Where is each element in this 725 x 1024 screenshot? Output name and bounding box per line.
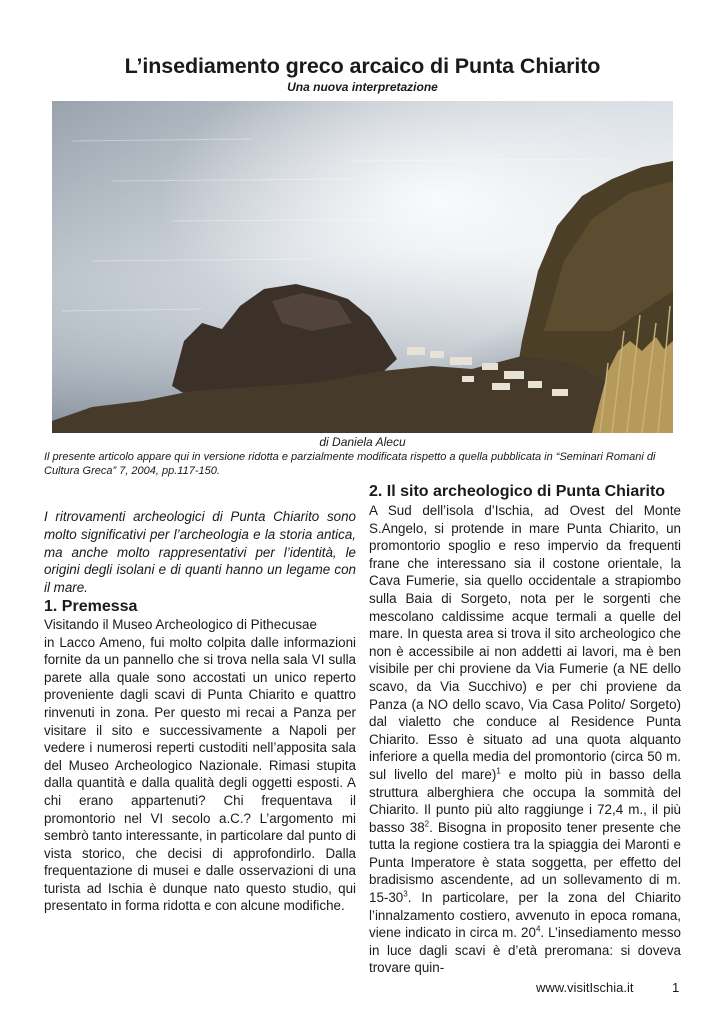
footer-url: www.visitIschia.it [536, 980, 634, 995]
page-number: 1 [672, 980, 680, 995]
footnote-ref-4: 4 [535, 924, 541, 934]
article-abstract: I ritrovamenti archeologici di Punta Chiarito sono molto significativi per l’archeologia e la storia antica, ma anche molto rappresentativi per l’identità, le origini degli isolani e di quanti hanno un legame con il mare. [44, 509, 356, 596]
section-1-lead: Visitando il Museo Archeologico di Pithecusae [44, 616, 317, 632]
section-2-text-1: A Sud dell’isola d’Ischia, ad Ovest del Monte S.Angelo, si protende in mare Punta Chiarito, un promontorio spoglio e reso impervio da frequenti frane che interessano sia il costone orientale, la Cava Fumerie, sia quello occidentale a strapiombo sulla Baia di Sorgeto, nota per le sorgenti che mescolano caldissime acque termali a quelle del mare. In questa area si trova il sito archeologico che non è accessibile ai non addetti ai lavori, ma è ben visibile per chi proviene da Via Fumerie (a NE dello scavo, da Via Succhivo) e per chi proviene da Panza (a NO dello scavo, Via Casa Polito/ Sorgeto) dal vialetto che conduce al Residence Punta Chiarito. Esso è situato ad una quota alquanto inferiore a quella media del promontorio (circa 50 m. sul livello del mare) [369, 503, 681, 782]
section-2-body [369, 502, 681, 977]
section-1-heading: 1. Premessa [44, 597, 138, 615]
publication-note: Il presente articolo appare qui in versione ridotta e parzialmente modificata rispetto a quella pubblicata in “Seminari Romani di Cultura Greca” 7, 2004, pp.117-150. [44, 451, 656, 478]
article-photo [52, 101, 673, 433]
right-column [369, 482, 681, 977]
section-2-text-3: . Bisogna in proposito tener presente che tutta la regione costiera tra la spiaggia dei Maronti e Punta Imperatore è stata soggetta, per effetto del bradisismo ascendente, ad un sollevamento di m. 15-30 [369, 819, 681, 906]
page-title: L’insediamento greco arcaico di Punta Chiarito [124, 54, 601, 78]
section-2-text-5: . L’insediamento messo in luce dagli scavi è d’età preromana: si doveva trovare quin- [369, 925, 682, 976]
footnote-ref-3: 3 [403, 889, 408, 899]
section-1-body: in Lacco Ameno, fui molto colpita dalle informazioni fornite da un pannello che si trova nella sala VI sulla parete alla quale sono accostati un unico reperto proveniente dagli scavi di Punta Chiarito e quattro rinvenuti in zona. Per questo mi recai a Panza per visitare il sito e successivamente a Napoli per vedere i numerosi reperti custoditi nell’apposita sala del Museo Archeologico Nazionale. Rimasi stupita dalla quantità e dalla qualità degli oggetti esposti. A chi erano appartenuti? Chi frequentava il promontorio nel VI secolo a.C.? L’argomento mi sembrò tanto interessante, in particolare dal punto di vista storico, che decisi di approfondirlo. Dalla frequentazione di musei e dalle osservazioni di una turista ad Ischia è dunque nato questo studio, qui presentato in forma ridotta e con alcune modifiche. [44, 634, 356, 914]
article-author: di Daniela Alecu [319, 435, 406, 449]
left-column [44, 508, 356, 915]
page-subtitle: Una nuova interpretazione [287, 80, 438, 94]
footnote-ref-2: 2 [424, 819, 430, 829]
section-2-text-4: . In particolare, per la zona del Chiarito l’innalzamento costiero, avvenuto in epoca romana, viene indicato in circa m. 20 [369, 890, 681, 941]
section-2-heading: 2. Il sito archeologico di Punta Chiarito [369, 483, 666, 500]
section-2-text-2: e molto più in basso della struttura alberghiera che occupa la sommità del Chiarito. Il punto più alto raggiunge i 72,4 m., il più basso 38 [369, 766, 681, 835]
footnote-ref-1: 1 [496, 766, 501, 776]
